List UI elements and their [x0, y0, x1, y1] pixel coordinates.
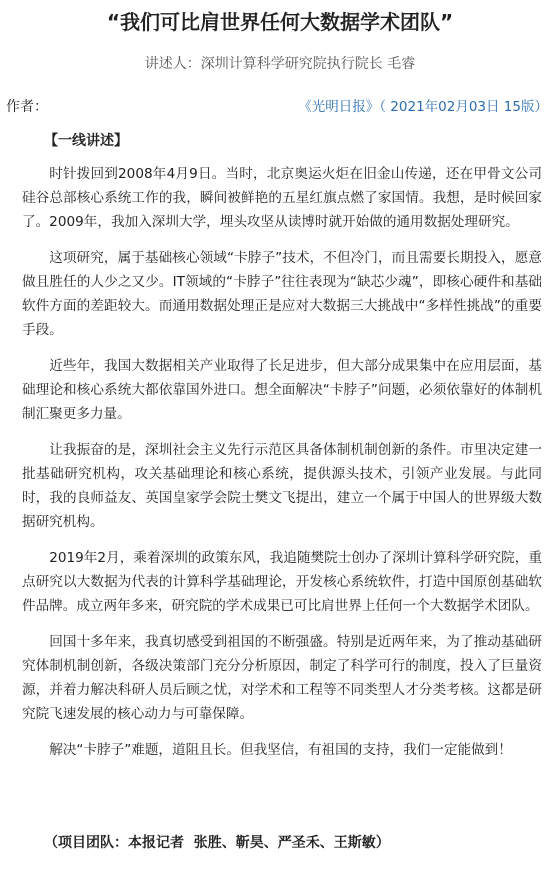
paragraph: 这项研究，属于基础核心领域“卡脖子”技术，不但冷门，而且需要长期投入，愿意做且胜任的人少之又少。IT领域的“卡脖子”往往表现为“缺芯少魂”，即核心硬件和基础软件方面的差距较大。而通用数据处理正是应对大数据三大挑战中“多样性挑战”的重要手段。 [22, 250, 542, 338]
project-team-credit: （项目团队：本报记者 张胜、靳昊、严圣禾、王斯敏） [44, 835, 390, 851]
paragraph: 回国十多年来，我真切感受到祖国的不断强盛。特别是近两年来，为了推动基础研究体制机制创新，各级决策部门充分分析原因，制定了科学可行的制度，投入了巨量资源，并着力解决科研人员后顾之忧，对学术和工程等不同类型人才分类考核。这都是研究院飞速发展的核心动力与可靠保障。 [22, 634, 542, 722]
paragraph: 时针拨回到2008年4月9日。当时，北京奥运火炬在旧金山传递，还在甲骨文公司硅谷总部核心系统工作的我，瞬间被鲜艳的五星红旗点燃了家国情。我想，是时候回家了。2009年，我加入深圳大学，埋头攻坚从读博时就开始做的通用数据处理研究。 [22, 166, 542, 230]
author-source-row [6, 96, 548, 118]
speaker-line: 讲述人：深圳计算科学研究院执行院长 毛睿 [144, 56, 416, 72]
paragraph: 2019年2月，乘着深圳的政策东风，我追随樊院士创办了深圳计算科学研究院，重点研究以大数据为代表的计算科学基础理论，开发核心系统软件，打造中国原创基础软件品牌。成立两年多来，研究院的学术成果已可比肩世界上任何一个大数据学术团队。 [22, 550, 542, 614]
paragraph: 让我振奋的是，深圳社会主义先行示范区具备体制机制创新的条件。市里决定建一批基础研究机构，攻关基础理论和核心系统，提供源头技术，引领产业发展。与此同时，我的良师益友、英国皇家学会院士樊文飞提出，建立一个属于中国人的世界级大数据研究机构。 [22, 442, 542, 530]
source-info [298, 96, 548, 118]
newspaper-link[interactable]: 《光明日报》 [298, 99, 380, 115]
article-body [22, 162, 542, 774]
section-heading: 【一线讲述】 [44, 133, 128, 149]
author-label: 作者： [6, 99, 48, 115]
paragraph: 近些年，我国大数据相关产业取得了长足进步，但大部分成果集中在应用层面，基础理论和核心系统大都依靠国外进口。想全面解决“卡脖子”问题，必须依靠好的体制机制汇聚更多力量。 [22, 358, 542, 422]
paragraph: 解决“卡脖子”难题，道阻且长。但我坚信，有祖国的支持，我们一定能做到！ [49, 742, 512, 758]
article-title: “我们可比肩世界任何大数据学术团队” [106, 10, 454, 34]
publish-date-info: （ 2021年02月03日 15版） [379, 99, 548, 115]
